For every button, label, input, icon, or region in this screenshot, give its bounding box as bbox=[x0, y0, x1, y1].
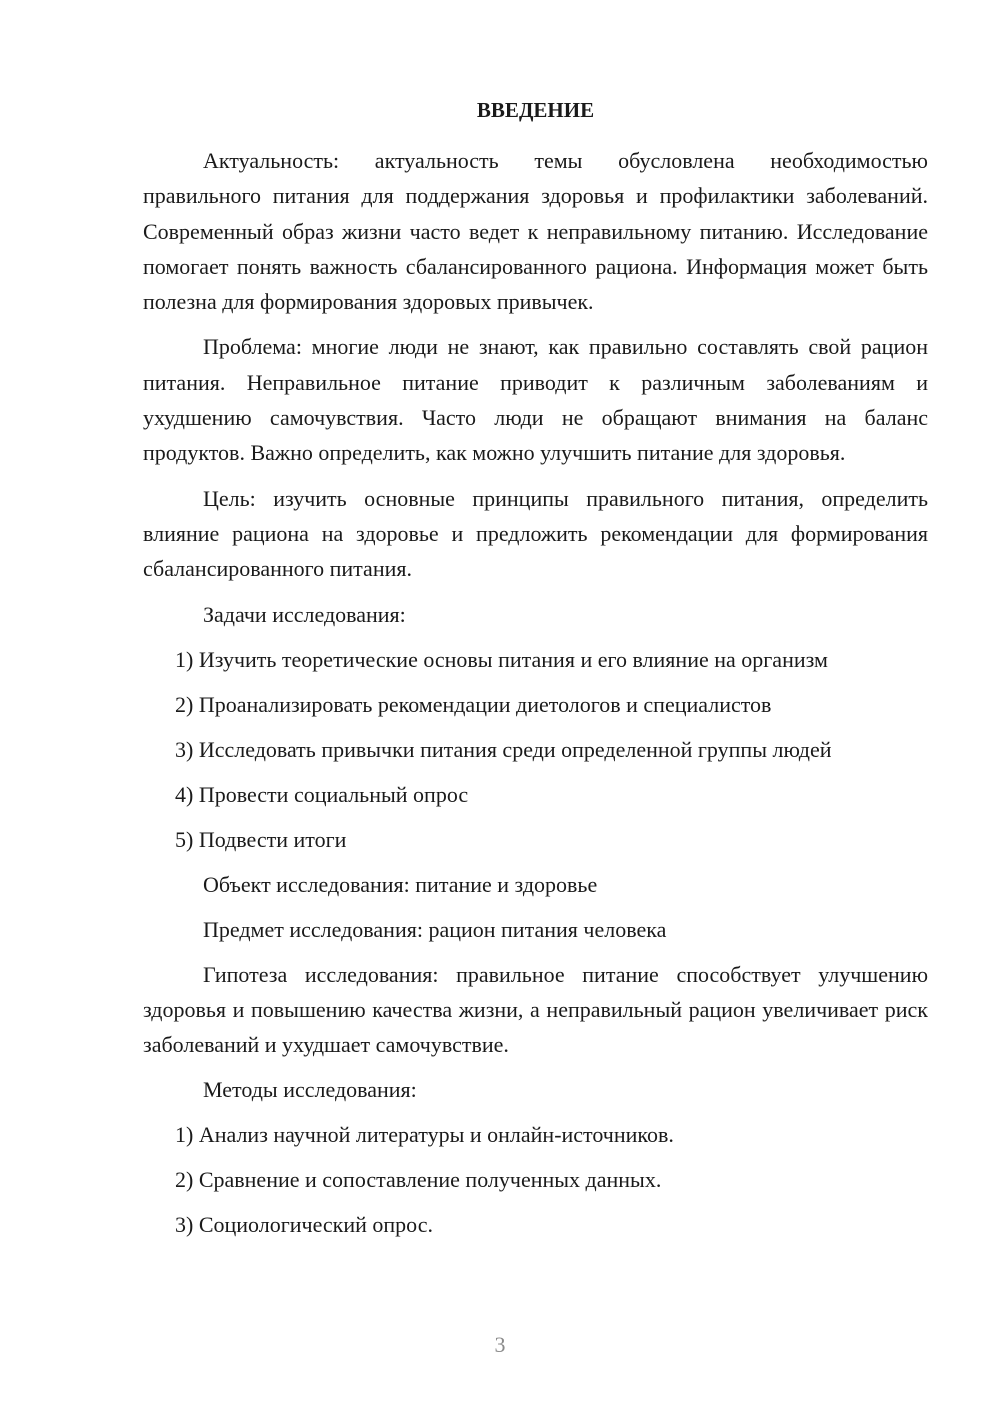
object-line: Объект исследования: питание и здоровье bbox=[203, 871, 598, 897]
page-number: 3 bbox=[494, 1332, 506, 1357]
goal-paragraph: Цель: изучить основные принципы правильного питания, определить влияние рациона на здоровье и предложить рекомендации для формирования сбалансированного питания. bbox=[143, 485, 928, 582]
methods-list bbox=[143, 1117, 928, 1242]
hypothesis-paragraph: Гипотеза исследования: правильное питание способствует улучшению здоровья и повышению качества жизни, а неправильный рацион увеличивает риск заболеваний и ухудшает самочувствие. bbox=[143, 961, 928, 1058]
task-item: 2) Проанализировать рекомендации диетологов и специалистов bbox=[175, 691, 772, 717]
method-item: 3) Социологический опрос. bbox=[175, 1212, 433, 1238]
section-title: ВВЕДЕНИЕ bbox=[476, 98, 595, 122]
methods-heading: Методы исследования: bbox=[203, 1077, 417, 1103]
task-item: 5) Подвести итоги bbox=[175, 826, 347, 852]
relevance-paragraph: Актуальность: актуальность темы обусловлена необходимостью правильного питания для поддержания здоровья и профилактики заболеваний. Современный образ жизни часто ведет к неправильному питанию. Исследование помогает понять важность сбалансированного рациона. Информация может быть полезна для формирования здоровых привычек. bbox=[143, 148, 928, 315]
tasks-list bbox=[143, 642, 928, 857]
subject-line: Предмет исследования: рацион питания человека bbox=[203, 916, 667, 942]
tasks-heading: Задачи исследования: bbox=[203, 601, 406, 627]
page-content bbox=[143, 95, 928, 1252]
method-item: 2) Сравнение и сопоставление полученных данных. bbox=[175, 1167, 662, 1193]
task-item: 1) Изучить теоретические основы питания и его влияние на организм bbox=[175, 646, 828, 672]
method-item: 1) Анализ научной литературы и онлайн-источников. bbox=[175, 1122, 674, 1148]
task-item: 3) Исследовать привычки питания среди определенной группы людей bbox=[175, 736, 832, 762]
task-item: 4) Провести социальный опрос bbox=[175, 781, 469, 807]
problem-paragraph: Проблема: многие люди не знают, как правильно составлять свой рацион питания. Неправильное питание приводит к различным заболеваниям и ухудшению самочувствия. Часто люди не обращают внимания на баланс продуктов. Важно определить, как можно улучшить питание для здоровья. bbox=[143, 334, 928, 466]
